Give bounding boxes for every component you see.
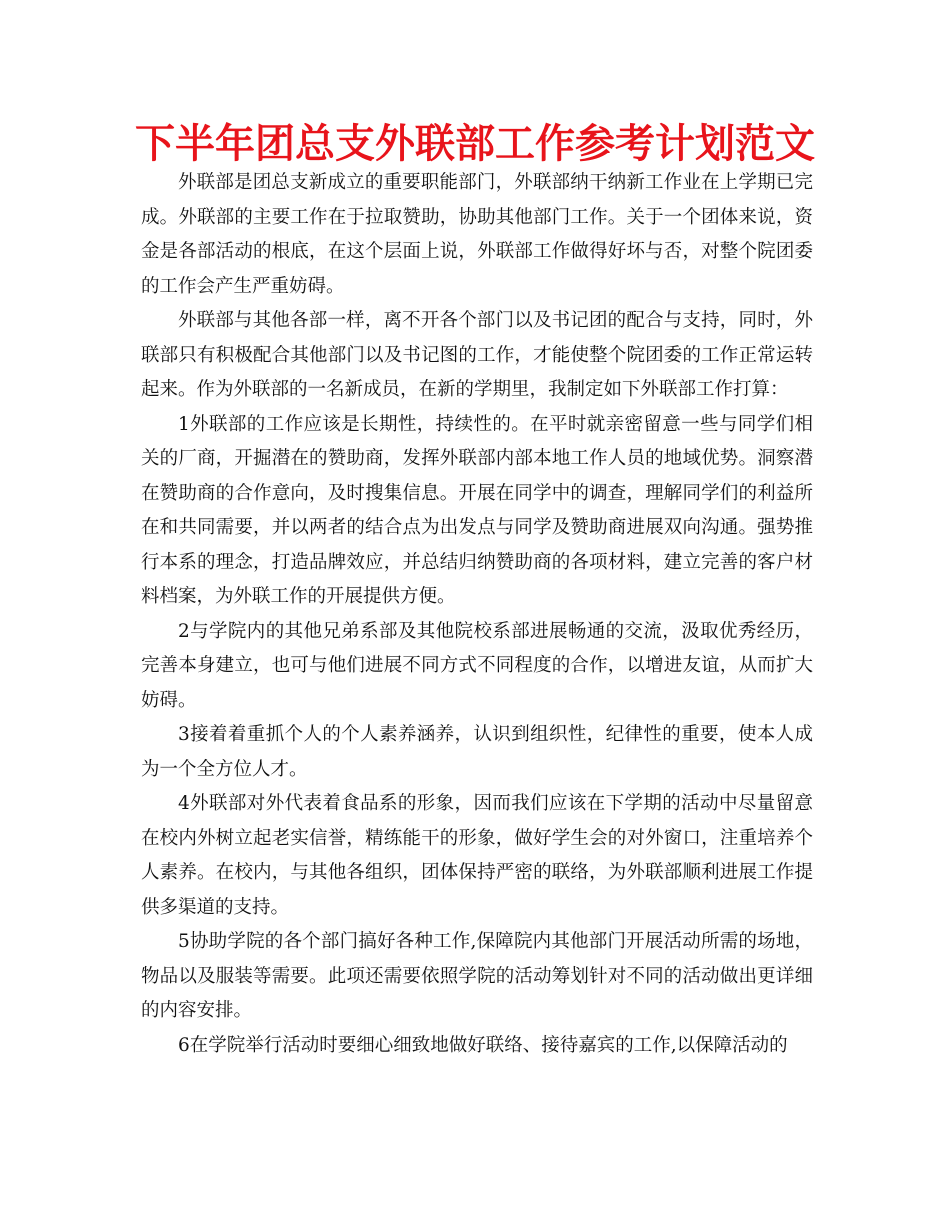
document-title: 下半年团总支外联部工作参考计划范文 (135, 121, 815, 167)
paragraph-intro: 外联部是团总支新成立的重要职能部门，外联部纳干纳新工作业在上学期已完成。外联部的主要工作在于拉取赞助，协助其他部门工作。关于一个团体来说，资金是各部活动的根底，在这个层面上说，外联部工作做得好坏与否，对整个院团委的工作会产生严重妨碍。 (141, 172, 813, 297)
paragraph-cooperation: 外联部与其他各部一样，离不开各个部门以及书记团的配合与支持，同时，外联部只有积极配合其他部门以及书记图的工作，才能使整个院团委的工作正常运转起来。作为外联部的一名新成员，在新的学期里，我制定如下外联部工作打算： (141, 310, 813, 400)
paragraph-item-4: 4外联部对外代表着食品系的形象，因而我们应该在下学期的活动中尽量留意在校内外树立起老实信誉，精练能干的形象，做好学生会的对外窗口，注重培养个人素养。在校内，与其他各组织，团体保持严密的联络，为外联部顺利进展工作提供多渠道的支持。 (141, 793, 813, 918)
paragraph-item-2: 2与学院内的其他兄弟系部及其他院校系部进展畅通的交流，汲取优秀经历，完善本身建立，也可与他们进展不同方式不同程度的合作，以增进友谊，从而扩大妨碍。 (141, 620, 813, 711)
paragraph-item-1: 1外联部的工作应该是长期性，持续性的。在平时就亲密留意一些与同学们相关的厂商，开掘潜在的赞助商，发挥外联部内部本地工作人员的地域优势。洞察潜在赞助商的合作意向，及时搜集信息。开展在同学中的调查，理解同学们的利益所在和共同需要，并以两者的结合点为出发点与同学及赞助商进展双向沟通。强势推行本系的理念，打造品牌效应，并总结归纳赞助商的各项材料，建立完善的客户材料档案，为外联工作的开展提供方便。 (141, 413, 813, 607)
paragraph-item-5: 5协助学院的各个部门搞好各种工作,保障院内其他部门开展活动所需的场地，物品以及服装等需要。此项还需要依照学院的活动筹划针对不同的活动做出更详细的内容安排。 (141, 931, 813, 1021)
paragraph-item-3: 3接着着重抓个人的个人素养涵养，认识到组织性，纪律性的重要，使本人成为一个全方位人才。 (141, 724, 813, 780)
paragraph-item-6: 6在学院举行活动时要细心细致地做好联络、接待嘉宾的工作,以保障活动的 (178, 1034, 788, 1056)
document-body (141, 166, 813, 1063)
